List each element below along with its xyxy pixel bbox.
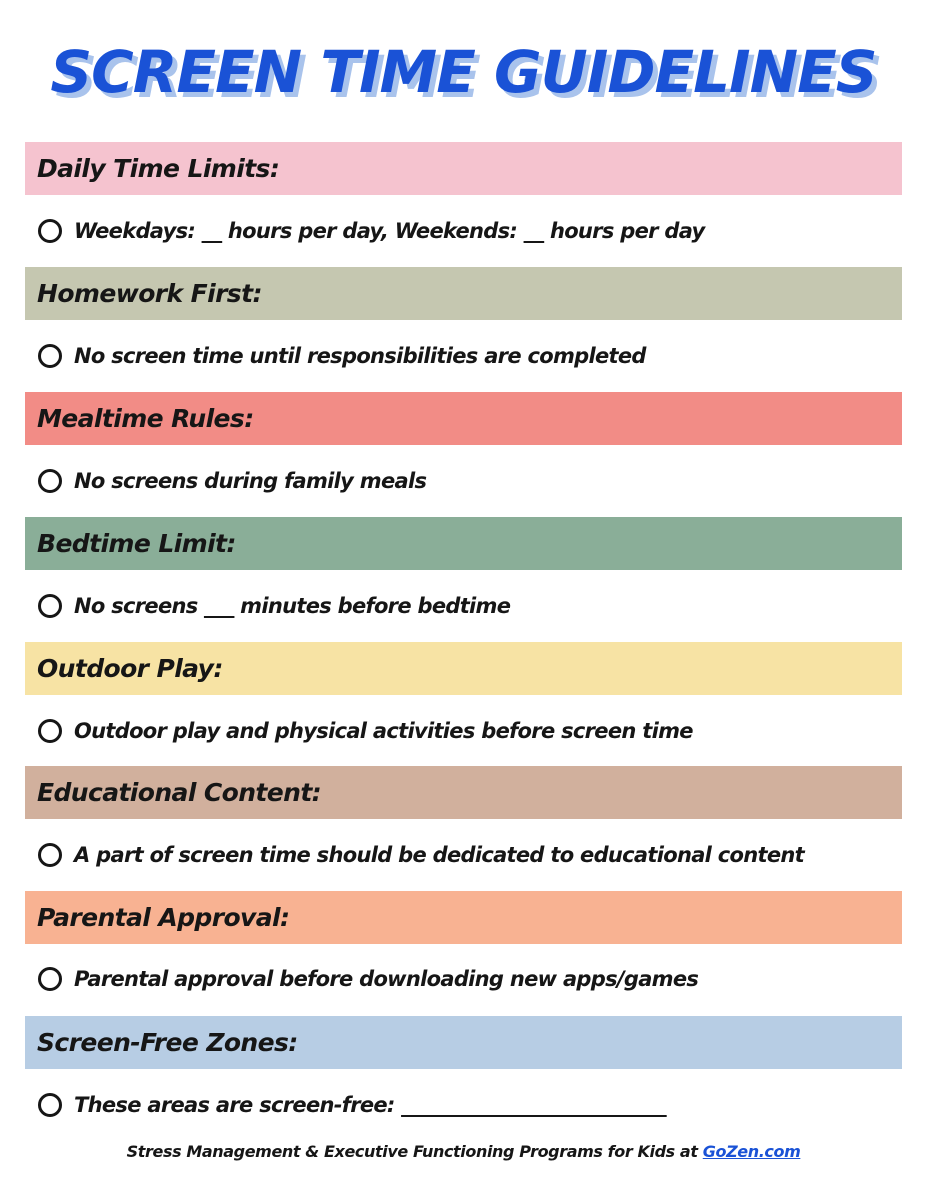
checklist-item-parental-approval[interactable] <box>38 962 698 996</box>
checklist-item-daily-time-limits[interactable] <box>38 214 705 248</box>
checklist-item-text: No screens ___ minutes before bedtime <box>74 594 511 618</box>
checkbox-circle-icon[interactable] <box>38 967 62 991</box>
section-label: Homework First: <box>37 279 262 308</box>
section-header-bedtime-limit <box>25 517 902 570</box>
checklist-item-outdoor-play[interactable] <box>38 714 693 748</box>
checklist-item-text: Parental approval before downloading new apps/games <box>74 967 699 991</box>
section-header-homework-first <box>25 267 902 320</box>
checklist-item-mealtime-rules[interactable] <box>38 464 426 498</box>
section-header-educational-content <box>25 766 902 819</box>
checkbox-circle-icon[interactable] <box>38 469 62 493</box>
checklist-item-educational-content[interactable] <box>38 838 804 872</box>
checklist-item-text: Outdoor play and physical activities before screen time <box>74 719 693 743</box>
checklist-item-text: A part of screen time should be dedicated to educational content <box>74 843 804 867</box>
section-label: Outdoor Play: <box>37 654 223 683</box>
footer-text: Stress Management & Executive Functioning Programs for Kids at <box>126 1142 703 1161</box>
checkbox-circle-icon[interactable] <box>38 843 62 867</box>
checklist-item-screen-free-zones[interactable] <box>38 1088 666 1122</box>
page-title: SCREEN TIME GUIDELINES <box>50 38 877 106</box>
section-label: Parental Approval: <box>37 903 290 932</box>
section-label: Mealtime Rules: <box>37 404 254 433</box>
section-header-mealtime-rules <box>25 392 902 445</box>
checklist-item-homework-first[interactable] <box>38 339 646 373</box>
checkbox-circle-icon[interactable] <box>38 1093 62 1117</box>
checklist-item-bedtime-limit[interactable] <box>38 589 510 623</box>
gozen-link[interactable]: GoZen.com <box>702 1142 801 1161</box>
checkbox-circle-icon[interactable] <box>38 719 62 743</box>
checklist-item-text: Weekdays: __ hours per day, Weekends: __ hours per day <box>74 219 705 243</box>
section-header-outdoor-play <box>25 642 902 695</box>
checklist-item-text: No screens during family meals <box>74 469 427 493</box>
section-label: Bedtime Limit: <box>37 529 236 558</box>
section-header-parental-approval <box>25 891 902 944</box>
section-header-daily-time-limits <box>25 142 902 195</box>
checklist-item-text: No screen time until responsibilities are completed <box>74 344 646 368</box>
checkbox-circle-icon[interactable] <box>38 344 62 368</box>
footer <box>0 1142 927 1161</box>
section-label: Screen-Free Zones: <box>37 1028 298 1057</box>
section-label: Daily Time Limits: <box>37 154 280 183</box>
section-label: Educational Content: <box>37 778 322 807</box>
checkbox-circle-icon[interactable] <box>38 219 62 243</box>
checklist-item-text: These areas are screen-free: ___________________________ <box>74 1093 666 1117</box>
section-header-screen-free-zones <box>25 1016 902 1069</box>
checkbox-circle-icon[interactable] <box>38 594 62 618</box>
